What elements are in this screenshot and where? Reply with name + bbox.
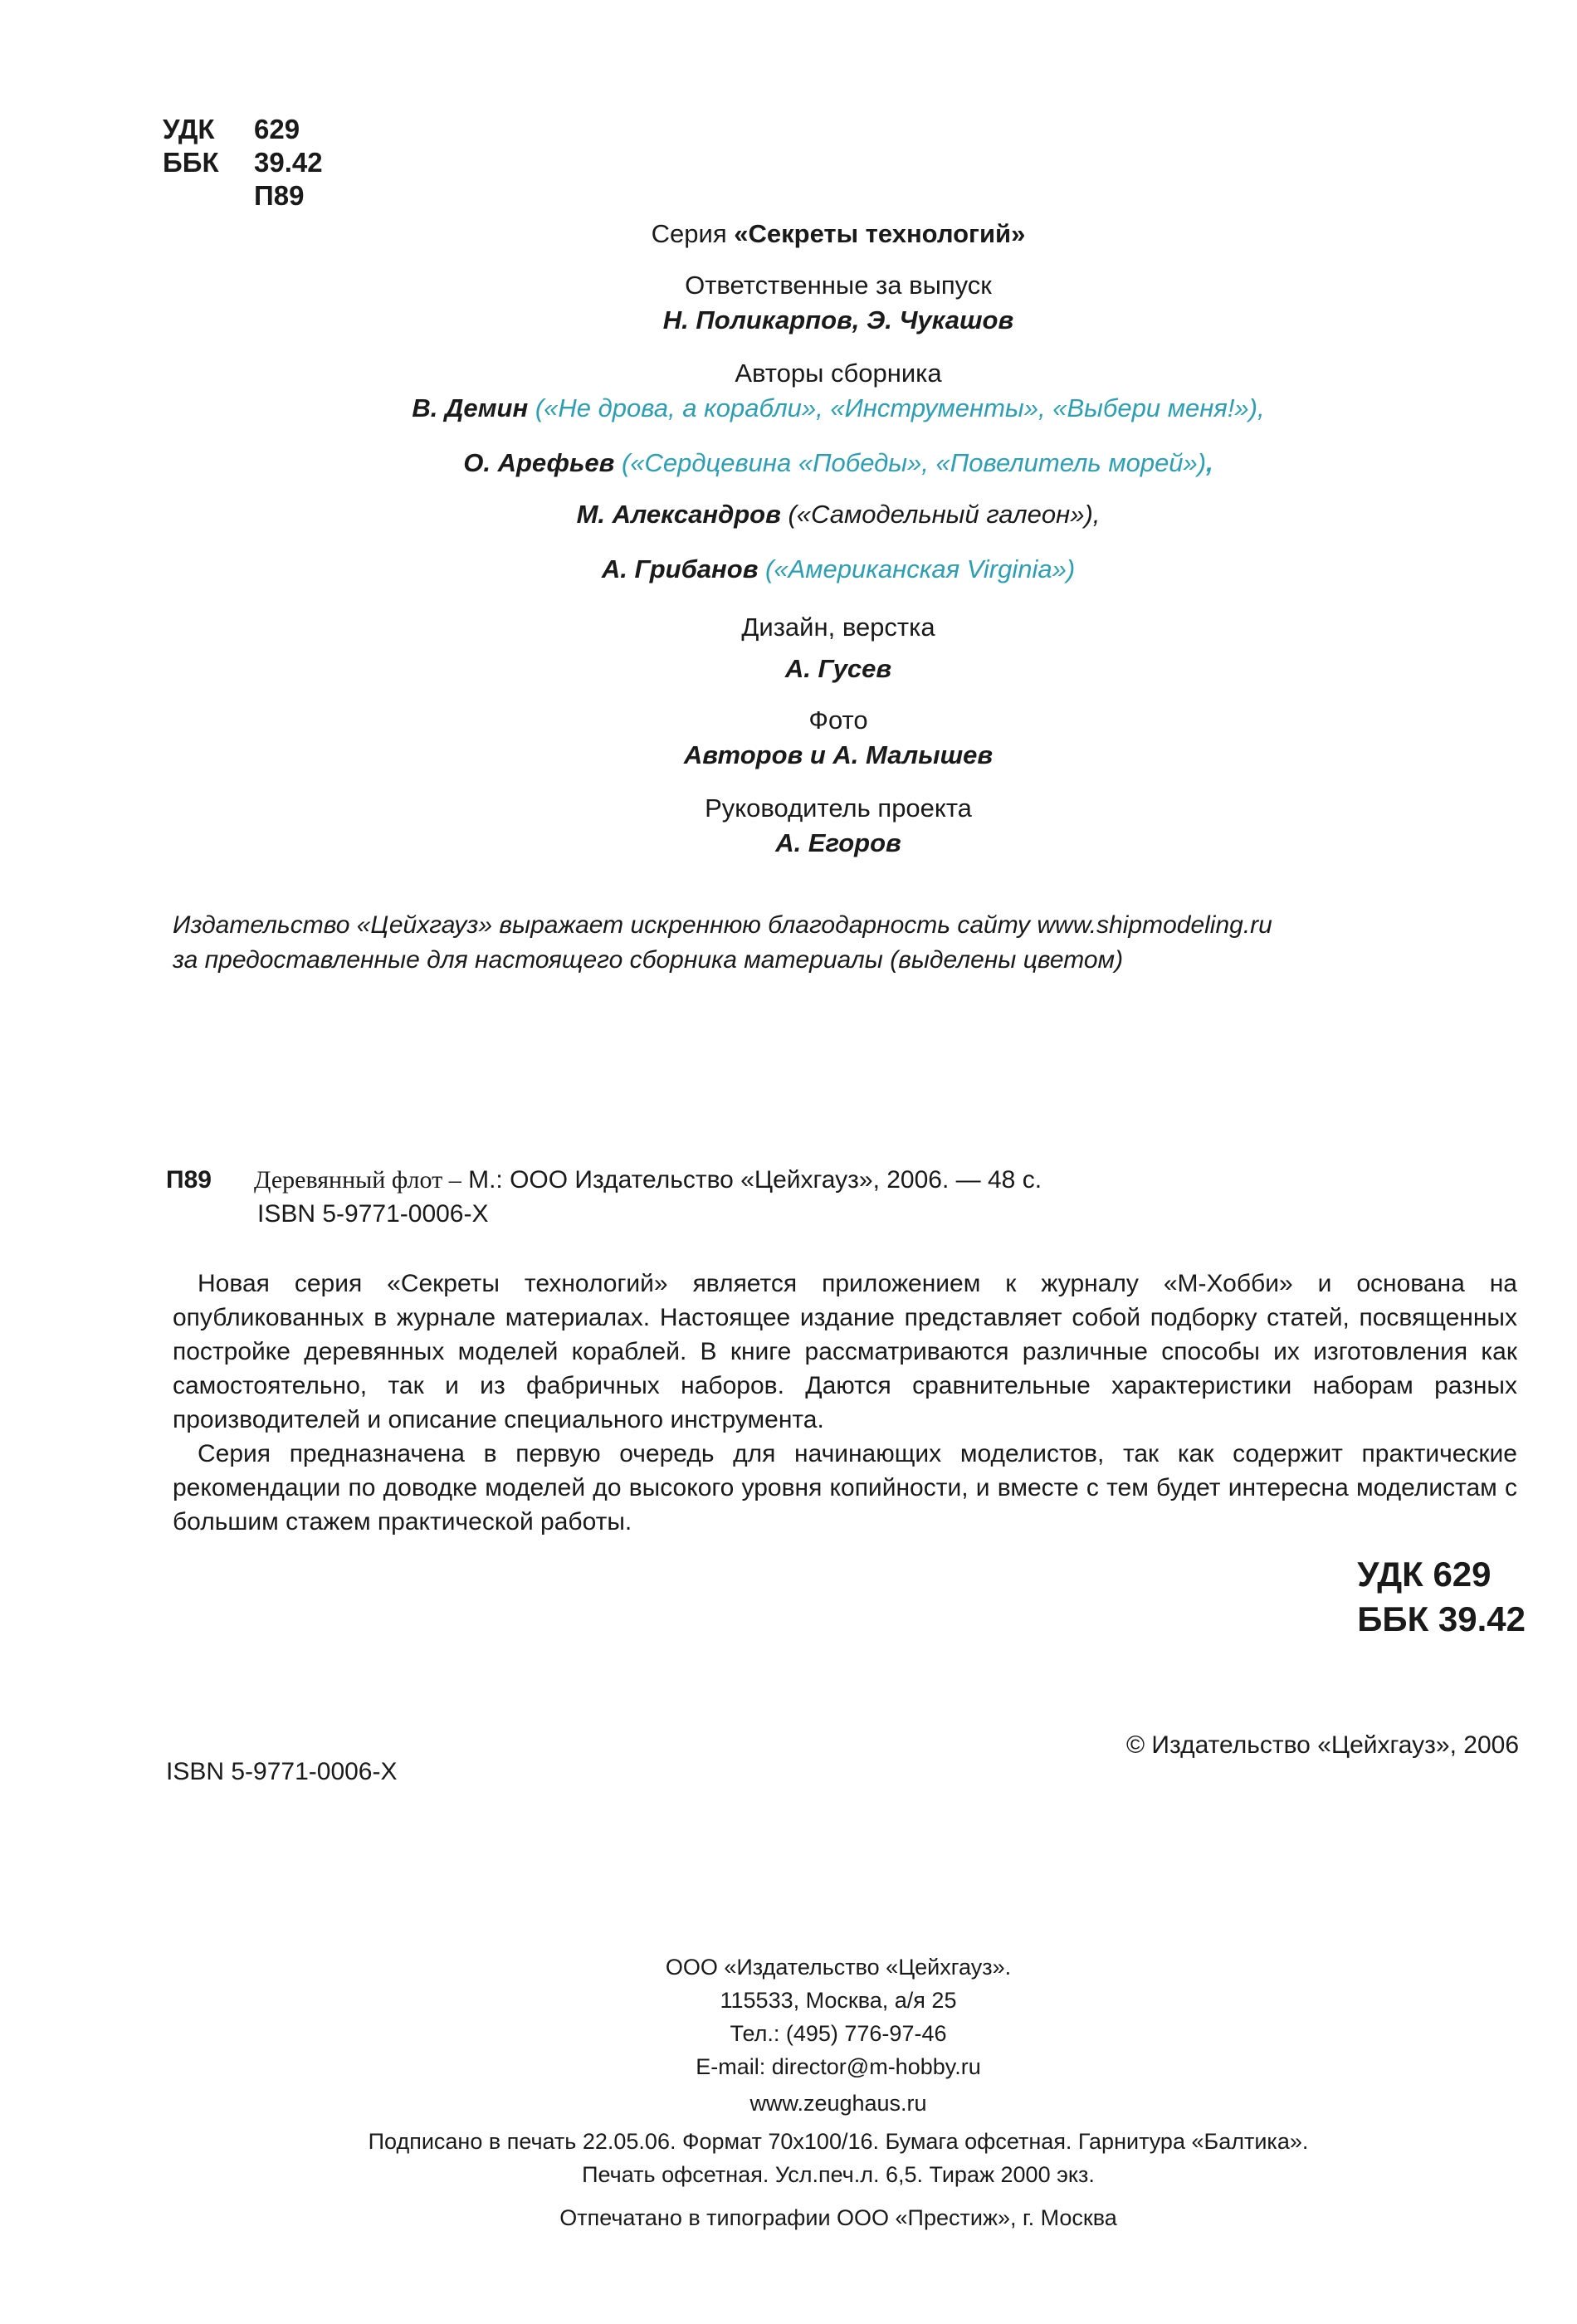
author-works: («Сердцевина «Победы», «Повелитель морей») [621,448,1207,477]
udk-line [163,113,323,146]
udk-block-top [163,113,323,212]
bbk-bottom: ББК 39.42 [1357,1599,1526,1638]
biblio-record [166,1166,1042,1194]
publisher-email: E-mail: director@m-hobby.ru [696,2054,981,2079]
author-line [0,393,1577,423]
author-name: О. Арефьев [463,448,615,477]
biblio-imprint: М.: ООО Издательство «Цейхгауз», 2006. — 48 с. [468,1166,1042,1194]
thanks-line-2: за предоставленные для настоящего сборника материалы (выделены цветом) [173,946,1124,974]
udk-value: 629 [254,114,300,144]
annotation [173,1267,1517,1539]
publisher-name: ООО «Издательство «Цейхгауз». [665,1955,1012,1980]
photo-names: Авторов и А. Малышев [683,740,994,769]
author-tail: , [1206,448,1213,477]
design-label: Дизайн, верстка [741,613,935,642]
author-name: М. Александров [576,500,781,529]
author-works: («Не дрова, а корабли», «Инструменты», «Выбери меня!») [535,393,1257,422]
author-works: («Американская Virginia») [765,554,1076,583]
isbn-bottom: ISBN 5-9771-0006-X [166,1758,398,1785]
classification-block [1357,1552,1526,1642]
authors-label: Авторы сборника [735,359,942,388]
udk-bottom: УДК 629 [1357,1555,1492,1594]
printer-info: Отпечатано в типографии ООО «Престиж», г. Москва [559,2205,1117,2230]
series-line [0,219,1577,249]
publisher-web: www.zeughaus.ru [749,2091,927,2116]
author-tail: , [1092,500,1101,529]
publisher-phone: Тел.: (495) 776-97-46 [730,2021,947,2046]
responsible-label: Ответственные за выпуск [685,271,992,300]
bbk-label: ББК [163,147,219,178]
author-works: («Самодельный галеон») [788,500,1093,529]
series-title: «Секреты технологий» [734,219,1026,248]
thanks-line-1: Издательство «Цейхгауз» выражает искреннюю благодарность сайту www.shipmodeling.ru [173,911,1272,939]
print-details-1: Подписано в печать 22.05.06. Формат 70х100/16. Бумага офсетная. Гарнитура «Балтика». [368,2129,1309,2154]
author-name: В. Демин [412,393,529,422]
author-name: А. Грибанов [601,554,759,583]
udk-label: УДК [163,114,215,144]
copyright: © Издательство «Цейхгауз», 2006 [1125,1731,1519,1759]
manager-label: Руководитель проекта [705,793,972,823]
thanks-note [173,908,1272,978]
annotation-paragraph: Серия предназначена в первую очередь для начинающих моделистов, так как содержит практические рекомендации по доводке моделей до высокого уровня копийности, и вместе с тем будет интересна моделистам с большим стажем практической работы. [173,1440,1517,1536]
bbk-line [163,146,323,179]
biblio-code: П89 [166,1166,212,1194]
biblio-isbn: ISBN 5-9771-0006-X [257,1200,489,1228]
code-line [163,179,323,212]
responsible-names: Н. Поликарпов, Э. Чукашов [662,305,1014,334]
author-line [0,448,1577,478]
author-code: П89 [254,180,305,211]
series-prefix: Серия [651,219,727,248]
manager-name: А. Егоров [775,828,901,857]
print-details-2: Печать офсетная. Усл.печ.л. 6,5. Тираж 2000 экз. [582,2162,1095,2187]
bbk-value: 39.42 [254,147,323,178]
design-name: А. Гусев [784,654,892,683]
publisher-address: 115533, Москва, а/я 25 [720,1988,957,2013]
photo-label: Фото [808,706,868,735]
author-tail: , [1257,393,1265,422]
annotation-paragraph: Новая серия «Секреты технологий» является приложением к журналу «М-Хобби» и основана на опубликованных в журнале материалах. Настоящее издание представляет собой подборку статей, посвященных постройке деревянных моделей кораблей. В книге рассматриваются различные способы их изготовления как самостоятельно, так и из фабричных наборов. Даются сравнительные характеристики наборам разных производителей и описание специального инструмента. [173,1270,1517,1433]
author-line [0,500,1577,530]
biblio-title: Деревянный флот – [254,1166,461,1194]
author-line [0,554,1577,584]
